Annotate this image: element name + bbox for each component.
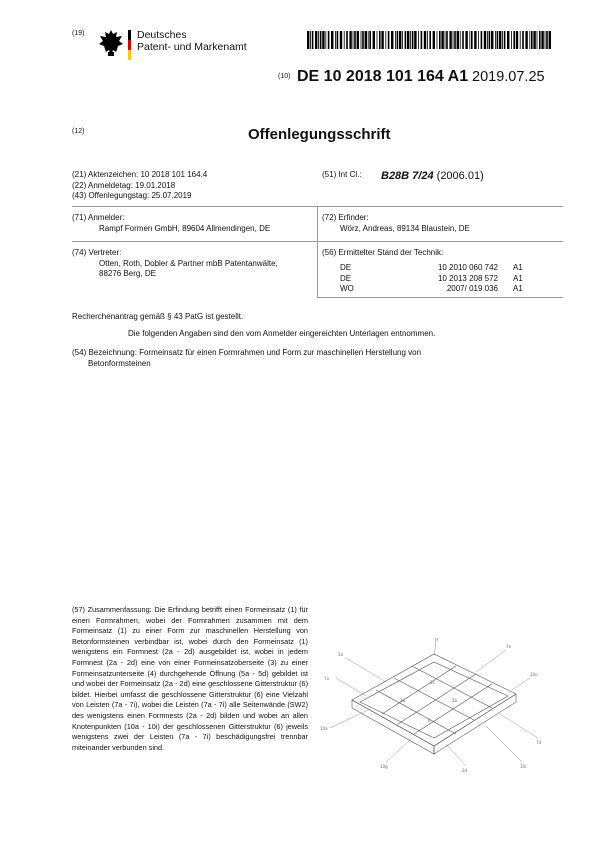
barcode-bar (399, 31, 401, 49)
barcode-bar (433, 31, 435, 49)
search-request-note: Recherchenantrag gemäß § 43 PatG ist gestellt. (72, 312, 244, 321)
barcode-bar (520, 31, 521, 49)
barcode-bar (541, 31, 543, 49)
office-line-2: Patent- und Markenamt (137, 41, 247, 53)
barcode-bar (499, 31, 501, 49)
title-of-invention-line-2: Betonformsteinen (88, 358, 151, 368)
barcode-bar (446, 31, 448, 49)
svg-text:2d: 2d (462, 768, 468, 773)
barcode-bar (471, 31, 473, 49)
barcode-bar (439, 31, 441, 49)
barcode-bar (388, 31, 390, 49)
filing-info (72, 170, 207, 202)
barcode-bar (489, 31, 491, 49)
barcode-bar (379, 31, 381, 49)
barcode-bar (424, 31, 426, 49)
barcode-bar (502, 31, 503, 49)
table-row-rule-right (317, 241, 563, 242)
barcode-bar (525, 31, 527, 49)
barcode-bar (331, 31, 333, 49)
barcode-bar (484, 31, 486, 49)
barcode-bar (474, 31, 476, 49)
filing-date: (22) Anmeldetag: 19.01.2018 (72, 180, 176, 190)
prior-art-kind: A1 (513, 273, 523, 283)
barcode-bar (537, 31, 538, 49)
barcode-bar (412, 31, 414, 49)
svg-text:2a: 2a (400, 698, 405, 703)
barcode-bar (312, 31, 314, 49)
barcode-bar (516, 31, 518, 49)
barcode-bar (307, 31, 309, 49)
barcode-bar (454, 31, 456, 49)
barcode-bar (478, 31, 479, 49)
flag-stripe-black (128, 30, 131, 40)
inid-code-19: (19) (72, 30, 85, 37)
barcode-bar (429, 31, 431, 49)
prior-art-kind: A1 (513, 284, 523, 293)
barcode-bar (340, 31, 342, 49)
barcode-bar (361, 31, 362, 49)
barcode-bar (395, 31, 396, 49)
prior-art-row (340, 263, 523, 274)
barcode-bar (545, 31, 546, 49)
barcode-bar (368, 31, 369, 49)
barcode-bar (533, 31, 535, 49)
ipc-label: (51) Int Cl.: (322, 170, 362, 179)
ipc-class: B28B 7/24 (381, 170, 434, 182)
barcode-bar (441, 31, 443, 49)
barcode-bar (362, 31, 364, 49)
barcode-bar (328, 31, 330, 49)
ipc-classification (381, 170, 484, 182)
barcode-bar (487, 31, 488, 49)
prior-art-number: 10 2010 060 742 (437, 263, 498, 272)
barcode-bar (445, 31, 446, 49)
svg-text:2b: 2b (452, 698, 458, 703)
abstract-drawing (316, 638, 552, 778)
prior-art-table (340, 263, 523, 295)
svg-text:5a: 5a (338, 652, 343, 657)
table-bottom-rule-right (317, 297, 563, 298)
representative-line-2: 88276 Berg, DE (99, 269, 156, 278)
svg-text:10i: 10i (520, 764, 527, 769)
barcode-bar (337, 31, 339, 49)
barcode-bar (369, 31, 371, 49)
barcode-bar (322, 31, 324, 49)
barcode-bar (469, 31, 470, 49)
svg-text:2c: 2c (430, 680, 435, 685)
barcode-bar (497, 31, 499, 49)
barcode-bar (437, 31, 438, 49)
prior-art-number: 2007/ 019 036 (446, 284, 498, 293)
barcode-bar (344, 31, 345, 49)
barcode-bar (357, 31, 359, 49)
applicant-name: Rampf Formen GmbH, 89604 Allmendingen, DE (99, 223, 271, 233)
barcode-bar (462, 31, 464, 49)
representative-block (72, 248, 312, 280)
title-of-invention (72, 348, 552, 369)
barcode-bar (391, 31, 393, 49)
prior-art-country: DE (340, 263, 352, 272)
barcode-bar (335, 31, 336, 49)
svg-text:7a: 7a (324, 676, 329, 681)
federal-eagle-logo (97, 28, 125, 66)
svg-text:10g: 10g (380, 764, 388, 769)
inventor-label: (72) Erfinder: (322, 213, 369, 222)
barcode-bar (365, 31, 367, 49)
barcode-bar (346, 31, 348, 49)
barcode-bar (325, 31, 326, 49)
barcode-bar (522, 31, 524, 49)
barcode-bar (397, 31, 399, 49)
inventor-name: Wörz, Andreas, 89134 Blaustein, DE (340, 223, 470, 233)
barcode-bar (539, 31, 541, 49)
barcode-bar (511, 31, 512, 49)
barcode-bar (381, 31, 383, 49)
prior-art-country: WO (340, 284, 354, 293)
prior-art-number: 10 2013 208 572 (437, 273, 498, 283)
barcode-bar (449, 31, 451, 49)
prior-art-label: (56) Ermittelter Stand der Technik: (322, 248, 444, 257)
ipc-version: (2006.01) (436, 170, 484, 182)
prior-art-row (340, 274, 523, 285)
barcode-bar (353, 31, 354, 49)
barcode-bar (318, 31, 319, 49)
flag-stripe-red (128, 40, 131, 50)
svg-text:7d: 7d (536, 740, 542, 745)
barcode-bar (529, 31, 530, 49)
barcode-bar (377, 31, 378, 49)
barcode-bar (457, 31, 459, 49)
flag-stripe-gold (128, 50, 131, 60)
table-row-rule-left (72, 241, 317, 242)
barcode-bar (320, 31, 322, 49)
publication-number: DE 10 2018 101 164 A1 (297, 68, 469, 85)
publication-date-43: (43) Offenlegungstag: 25.07.2019 (72, 191, 192, 200)
table-column-divider (317, 206, 318, 297)
inid-code-12: (12) (72, 128, 85, 135)
prior-art-kind: A1 (513, 263, 523, 272)
applicant-documents-note: Die folgenden Angaben sind den vom Anmelder eingereichten Unterlagen entnommen. (128, 329, 436, 338)
barcode-bar (507, 31, 509, 49)
barcode-bar (549, 31, 551, 49)
svg-text:10c: 10c (530, 672, 538, 677)
prior-art-row (340, 284, 523, 295)
barcode-bar (427, 31, 428, 49)
document-title: Offenlegungsschrift (248, 126, 391, 143)
abstract-text: (57) Zusammenfassung: Die Erfindung betrifft einen Formeinsatz (1) für einen Formrahmen, wobei der Formrahmen zusammen mit dem Formeinsatz (1) zu einer Form zur maschinellen Herstellung von Betonformsteinen verbindbar ist, wobei durch den Formeinsatz (1) wenigstens ein Formnest (2a - 2d) ausgebildet ist, wobei in jedem Formnest (2a - 2d) eine von einer Formeinsatzoberseite (3) zu einer Formeinsatzunterseite (4) durchgehende Öffnung (5a - 5d) gebildet ist und wobei der Formeinsatz (2a - 2d) eine geschlossene Gitterstruktur (6) bildet. Hierbei umfasst die geschlossene Gitterstruktur (6) eine Vielzahl von Leisten (7a - 7i), wobei die Leisten (7a - 7i) alle Seitenwände (SW2) des wenigstens einen Formnests (2a - 2d) bilden und wobei an allen Knotenpunkten (10a - 10i) der geschlossenen Gitterstruktur (6) jeweils wenigstens zwei der Leisten (7a - 7i) beschädigungsfrei trennbar miteinander verbunden sind. (72, 605, 308, 752)
barcode-bar (513, 31, 515, 49)
barcode-bar (465, 31, 467, 49)
barcode-bar (310, 31, 311, 49)
publication-date: 2019.07.25 (472, 69, 545, 85)
svg-text:6: 6 (428, 718, 431, 723)
barcode-bar (421, 31, 423, 49)
barcode-bar (418, 31, 419, 49)
office-name (137, 29, 247, 53)
barcode-bar (453, 31, 454, 49)
barcode-bar (405, 31, 407, 49)
inventor-block (322, 213, 562, 234)
prior-art-country: DE (340, 273, 352, 283)
barcode-bar (354, 31, 356, 49)
barcode-bar (414, 31, 416, 49)
barcode-bar (315, 31, 317, 49)
representative-label: (74) Vertreter: (72, 248, 122, 257)
applicant-label: (71) Anmelder: (72, 213, 125, 222)
representative-line-1: Otten, Roth, Dobler & Partner mbB Patentanwälte, (99, 258, 278, 268)
barcode-bar (481, 31, 483, 49)
barcode (307, 31, 551, 49)
applicant-block (72, 213, 312, 234)
barcode-bar (410, 31, 411, 49)
title-of-invention-line-1: (54) Bezeichnung: Formeinsatz für einen Formrahmen und Form zur maschinellen Herstellung von (72, 348, 422, 357)
barcode-bar (546, 31, 548, 49)
barcode-bar (491, 31, 493, 49)
barcode-bar (373, 31, 375, 49)
svg-text:10a: 10a (320, 726, 328, 731)
barcode-bar (407, 31, 409, 49)
barcode-bar (504, 31, 506, 49)
barcode-bar (460, 31, 461, 49)
svg-text:7e: 7e (506, 644, 512, 649)
barcode-bar (349, 31, 351, 49)
application-number: (21) Aktenzeichen: 10 2018 101 164.4 (72, 170, 208, 179)
office-line-1: Deutsches (137, 29, 187, 41)
barcode-bar (531, 31, 533, 49)
barcode-bar (385, 31, 386, 49)
inid-code-10: (10) (278, 73, 291, 80)
barcode-bar (495, 31, 496, 49)
barcode-bar (402, 31, 403, 49)
svg-text:7f: 7f (434, 638, 438, 643)
